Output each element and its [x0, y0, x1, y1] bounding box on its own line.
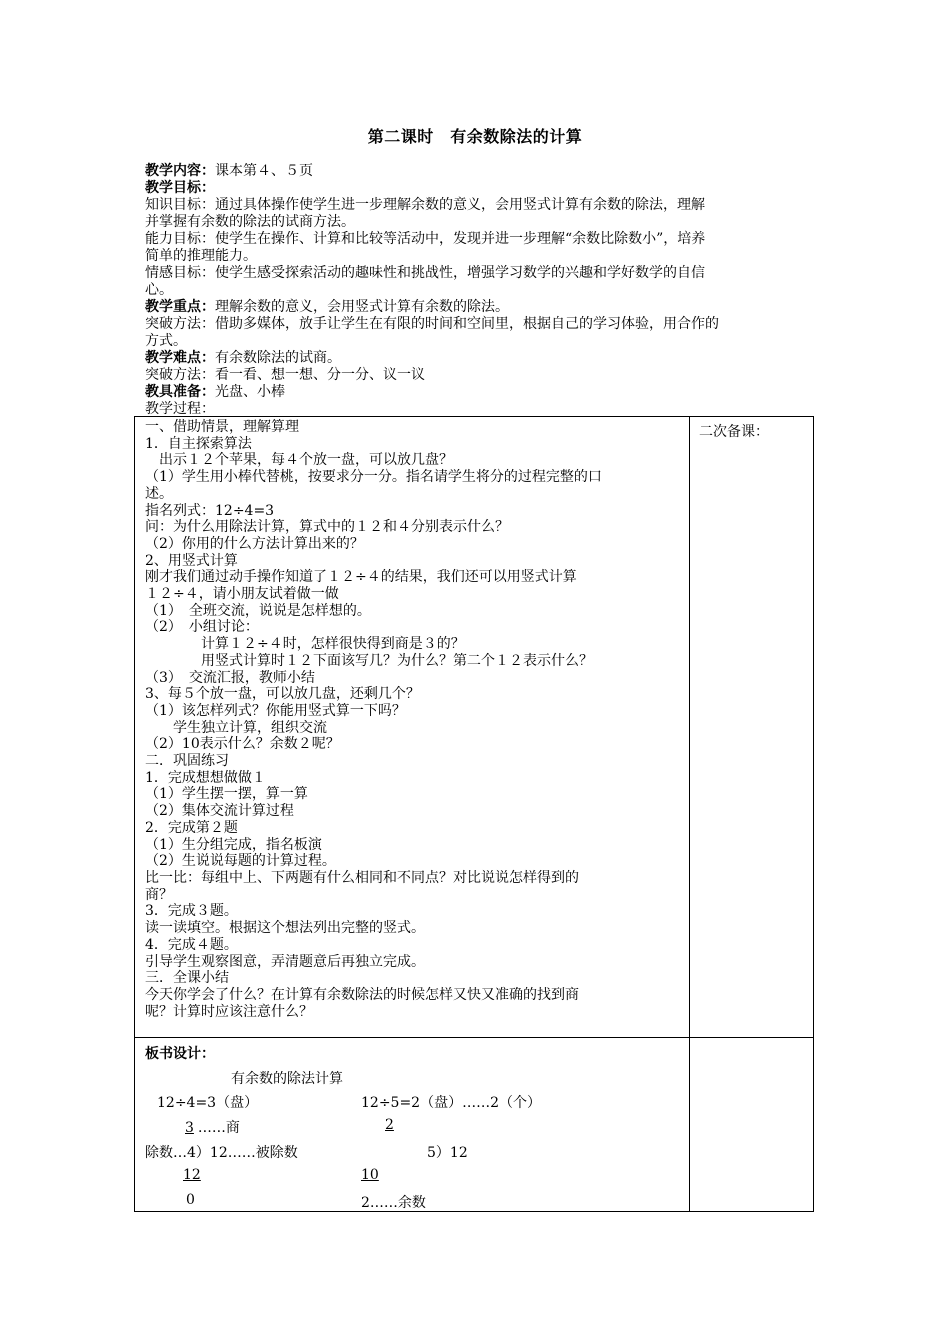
- process-line: 读一读填空。根据这个想法列出完整的竖式。: [145, 920, 425, 937]
- key-method-line-2: 方式。: [145, 333, 187, 349]
- emotion-line-2: 心。: [145, 282, 173, 298]
- knowledge-line-1: 知识目标：通过具体操作使学生进一步理解余数的意义，会用竖式计算有余数的除法，理解: [145, 197, 705, 213]
- goals-label: 教学目标：: [145, 180, 215, 196]
- process-line: （2）你用的什么方法计算出来的？: [145, 535, 364, 552]
- ability-line-1: 能力目标：使学生在操作、计算和比较等活动中，发现并进一步理解“余数比除数小”，培养: [145, 231, 706, 247]
- quotient-3: 3: [185, 1120, 194, 1136]
- process-line: 比一比：每组中上、下两题有什么相同和不同点？对比说说怎样得到的: [145, 869, 579, 886]
- column-divider: [689, 417, 690, 1211]
- process-line: 计算１２÷４时，怎样很快得到商是３的？: [145, 636, 465, 653]
- key-label: 教学重点：: [145, 299, 215, 315]
- board-title: 有余数的除法计算: [231, 1071, 343, 1087]
- tools-value: 光盘、小棒: [215, 384, 285, 400]
- tools-label: 教具准备：: [145, 384, 215, 400]
- process-line: （2） 小组讨论：: [145, 619, 259, 636]
- process-line: （1） 全班交流，说说是怎样想的。: [145, 602, 371, 619]
- content-label: 教学内容：: [145, 163, 215, 179]
- process-line: 1．自主探索算法: [145, 435, 252, 452]
- process-line: 问：为什么用除法计算，算式中的１２和４分别表示什么？: [145, 519, 509, 536]
- row-divider: [135, 1037, 813, 1038]
- product-10: 10: [361, 1167, 379, 1183]
- process-line: 出示１２个苹果，每４个放一盘，可以放几盘？: [145, 452, 453, 469]
- quotient-label: ……商: [197, 1120, 240, 1136]
- process-line: 用竖式计算时１２下面该写几？为什么？第二个１２表示什么？: [145, 652, 593, 669]
- board-quotient-line: [175, 1117, 240, 1137]
- process-line: 1．完成想想做做１: [145, 769, 266, 786]
- tools-line: [145, 384, 805, 401]
- process-label: 教学过程：: [145, 401, 215, 417]
- process-line: 学生独立计算，组织交流: [145, 719, 327, 736]
- content-value: 课本第４、５页: [215, 163, 313, 179]
- process-line: 指名列式：12÷4=3: [145, 502, 275, 519]
- ability-line-2: 简单的推理能力。: [145, 248, 257, 264]
- quotient-2: 2: [385, 1117, 394, 1133]
- difficulty-line: [145, 350, 805, 367]
- process-line: 2、用竖式计算: [145, 552, 238, 569]
- process-line: （2）生说说每题的计算过程。: [145, 853, 336, 870]
- process-line: （1）学生用小棒代替桃，按要求分一分。指名请学生将分的过程完整的口: [145, 469, 602, 486]
- process-line: 今天你学会了什么？在计算有余数除法的时候怎样又快又准确的找到商: [145, 986, 579, 1003]
- process-line: （2）集体交流计算过程: [145, 803, 294, 820]
- difficulty-method-line: 突破方法：看一看、想一想、分一分、议一议: [145, 367, 425, 383]
- remainder-0: 0: [186, 1192, 195, 1208]
- process-cell: [145, 419, 685, 1020]
- process-line: 3、每５个放一盘，可以放几盘，还剩几个？: [145, 686, 420, 703]
- process-line: 2．完成第２题: [145, 819, 238, 836]
- process-line: 述。: [145, 485, 173, 502]
- process-line: （1）学生摆一摆，算一算: [145, 786, 308, 803]
- key-value: 理解余数的意义，会用竖式计算有余数的除法。: [215, 299, 509, 315]
- page-title: 第二课时 有余数除法的计算: [367, 127, 583, 146]
- lesson-header: [145, 163, 805, 418]
- knowledge-line-2: 并掌握有余数的除法的试商方法。: [145, 214, 355, 230]
- lesson-table: [134, 416, 814, 1212]
- emotion-line-1: 情感目标：使学生感受探索活动的趣味性和挑战性，增强学习数学的兴趣和学好数学的自信: [145, 265, 705, 281]
- key-method-line-1: 突破方法：借助多媒体，放手让学生在有限的时间和空间里，根据自己的学习体验，用合作的: [145, 316, 719, 332]
- process-line: （1）生分组完成，指名板演: [145, 836, 322, 853]
- board-label: 板书设计：: [145, 1046, 215, 1062]
- process-line: 一、借助情景，理解算理: [145, 419, 299, 435]
- process-line: 刚才我们通过动手操作知道了１２÷４的结果，我们还可以用竖式计算: [145, 569, 577, 586]
- process-line: 引导学生观察图意，弄清题意后再独立完成。: [145, 953, 425, 970]
- process-line: 三．全课小结: [145, 970, 229, 987]
- process-line: 呢？计算时应该注意什么？: [145, 1003, 313, 1020]
- board-equation-2: 12÷5=2（盘）……2（个）: [361, 1095, 541, 1111]
- board-equation-1: 12÷4=3（盘）: [157, 1095, 259, 1111]
- difficulty-value: 有余数除法的试商。: [215, 350, 341, 366]
- process-line: 商？: [145, 886, 173, 903]
- process-line: （1）该怎样列式？你能用竖式算一下吗？: [145, 702, 406, 719]
- second-prep-label: 二次备课：: [699, 424, 769, 440]
- board-division-2: 5）12: [427, 1145, 468, 1161]
- content-line: [145, 163, 805, 180]
- process-line: 3．完成３题。: [145, 903, 238, 920]
- process-line: 二．巩固练习: [145, 753, 229, 770]
- board-division-1: 除数…4）12……被除数: [145, 1145, 298, 1161]
- key-line: [145, 299, 805, 316]
- product-12: 12: [183, 1167, 201, 1183]
- process-line: （2）10表示什么？余数２呢？: [145, 736, 340, 753]
- process-line: 4．完成４题。: [145, 936, 238, 953]
- process-line: １２÷４，请小朋友试着做一做: [145, 586, 339, 603]
- process-line: （3） 交流汇报，教师小结: [145, 669, 315, 686]
- remainder-2: 2……余数: [361, 1195, 426, 1211]
- difficulty-label: 教学难点：: [145, 350, 215, 366]
